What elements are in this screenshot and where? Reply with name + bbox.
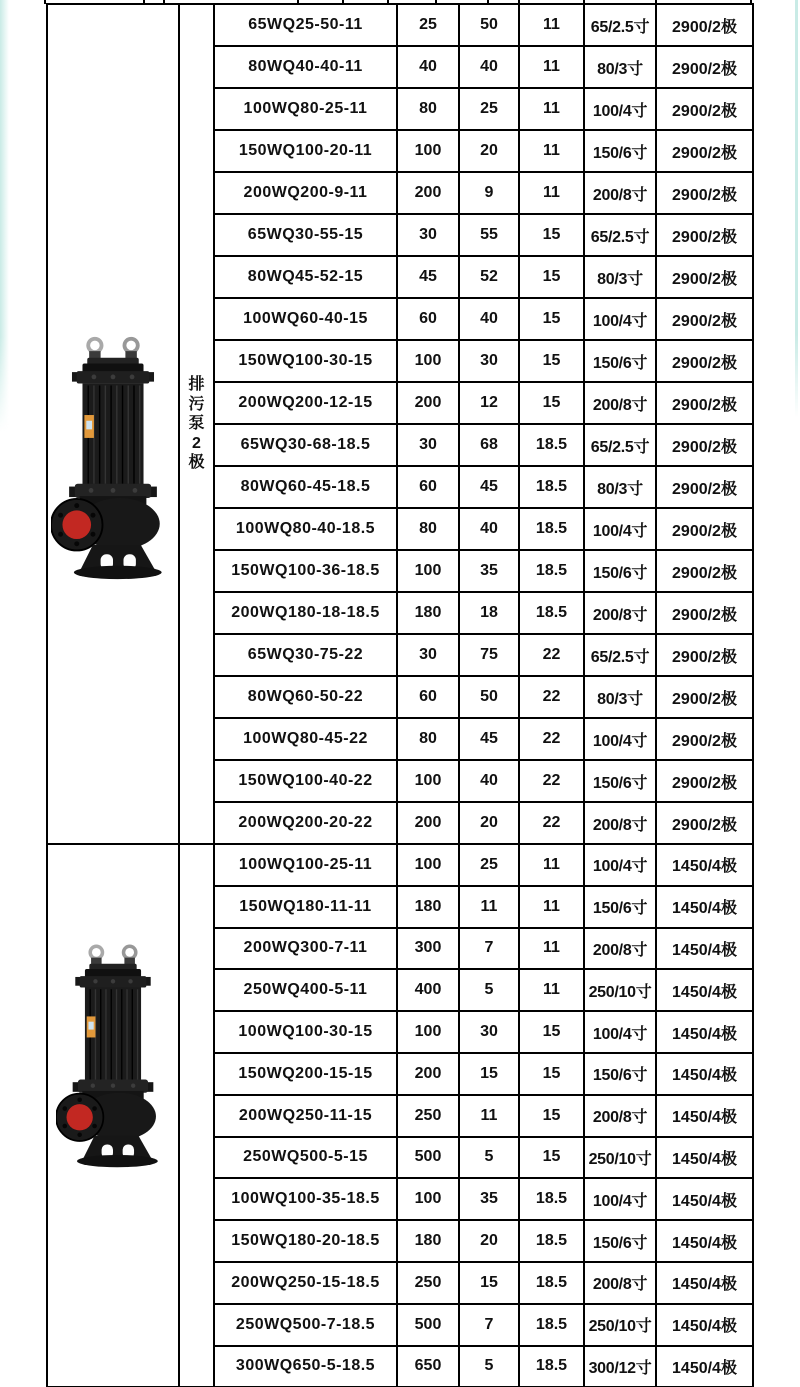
flow-cell: 200 xyxy=(397,802,459,844)
flow-cell: 100 xyxy=(397,844,459,886)
warning-label xyxy=(84,415,94,438)
model-cell: 80WQ45-52-15 xyxy=(214,256,397,298)
outlet-cell: 250/10寸 xyxy=(584,969,656,1011)
speed-cell: 2900/2极 xyxy=(656,634,753,676)
power-cell: 11 xyxy=(519,886,584,928)
speed-cell: 2900/2极 xyxy=(656,340,753,382)
head-cell: 50 xyxy=(459,4,519,46)
model-cell: 100WQ60-40-15 xyxy=(214,298,397,340)
table-row xyxy=(47,844,753,886)
flow-cell: 250 xyxy=(397,1095,459,1137)
speed-cell: 1450/4极 xyxy=(656,1178,753,1220)
flow-cell: 200 xyxy=(397,382,459,424)
head-cell: 15 xyxy=(459,1262,519,1304)
power-cell: 11 xyxy=(519,172,584,214)
flow-cell: 30 xyxy=(397,424,459,466)
pump-section-2 xyxy=(47,844,753,1387)
power-cell: 11 xyxy=(519,46,584,88)
pump-spec-table xyxy=(46,3,754,1387)
outlet-cell: 65/2.5寸 xyxy=(584,4,656,46)
outlet-cell: 300/12寸 xyxy=(584,1346,656,1387)
head-cell: 18 xyxy=(459,592,519,634)
flow-cell: 30 xyxy=(397,634,459,676)
flow-cell: 500 xyxy=(397,1304,459,1346)
flow-cell: 180 xyxy=(397,886,459,928)
model-cell: 150WQ100-30-15 xyxy=(214,340,397,382)
outlet-cell: 80/3寸 xyxy=(584,256,656,298)
speed-cell: 2900/2极 xyxy=(656,592,753,634)
flow-cell: 650 xyxy=(397,1346,459,1387)
power-cell: 15 xyxy=(519,298,584,340)
speed-cell: 2900/2极 xyxy=(656,802,753,844)
speed-cell: 1450/4极 xyxy=(656,1137,753,1179)
speed-cell: 2900/2极 xyxy=(656,46,753,88)
head-cell: 40 xyxy=(459,46,519,88)
power-cell: 11 xyxy=(519,844,584,886)
head-cell: 45 xyxy=(459,718,519,760)
model-cell: 100WQ100-25-11 xyxy=(214,844,397,886)
speed-cell: 2900/2极 xyxy=(656,256,753,298)
head-cell: 40 xyxy=(459,760,519,802)
power-cell: 22 xyxy=(519,802,584,844)
outlet-cell: 250/10寸 xyxy=(584,1137,656,1179)
speed-cell: 1450/4极 xyxy=(656,1053,753,1095)
outlet-cell: 100/4寸 xyxy=(584,88,656,130)
head-cell: 9 xyxy=(459,172,519,214)
power-cell: 22 xyxy=(519,676,584,718)
flow-cell: 80 xyxy=(397,508,459,550)
flow-cell: 30 xyxy=(397,214,459,256)
speed-cell: 1450/4极 xyxy=(656,928,753,970)
power-cell: 15 xyxy=(519,214,584,256)
head-cell: 50 xyxy=(459,676,519,718)
lifting-eye-icon xyxy=(90,946,136,965)
head-cell: 12 xyxy=(459,382,519,424)
head-cell: 30 xyxy=(459,340,519,382)
model-cell: 200WQ250-15-18.5 xyxy=(214,1262,397,1304)
speed-cell: 2900/2极 xyxy=(656,550,753,592)
head-cell: 55 xyxy=(459,214,519,256)
flow-cell: 100 xyxy=(397,1011,459,1053)
outlet-cell: 200/8寸 xyxy=(584,802,656,844)
power-cell: 18.5 xyxy=(519,1178,584,1220)
flow-cell: 100 xyxy=(397,760,459,802)
flow-cell: 60 xyxy=(397,298,459,340)
outlet-cell: 100/4寸 xyxy=(584,508,656,550)
model-cell: 200WQ180-18-18.5 xyxy=(214,592,397,634)
model-cell: 200WQ200-12-15 xyxy=(214,382,397,424)
speed-cell: 1450/4极 xyxy=(656,1220,753,1262)
head-cell: 25 xyxy=(459,844,519,886)
flow-cell: 100 xyxy=(397,340,459,382)
flow-cell: 80 xyxy=(397,718,459,760)
power-cell: 18.5 xyxy=(519,1346,584,1387)
power-cell: 22 xyxy=(519,718,584,760)
head-cell: 40 xyxy=(459,298,519,340)
power-cell: 11 xyxy=(519,969,584,1011)
speed-cell: 1450/4极 xyxy=(656,844,753,886)
speed-cell: 2900/2极 xyxy=(656,718,753,760)
table-row xyxy=(47,4,753,46)
outlet-flange xyxy=(62,510,91,539)
power-cell: 15 xyxy=(519,1053,584,1095)
head-cell: 75 xyxy=(459,634,519,676)
outlet-cell: 200/8寸 xyxy=(584,1262,656,1304)
head-cell: 35 xyxy=(459,1178,519,1220)
speed-cell: 2900/2极 xyxy=(656,508,753,550)
submersible-pump-image xyxy=(51,333,175,581)
speed-cell: 2900/2极 xyxy=(656,676,753,718)
outlet-cell: 200/8寸 xyxy=(584,592,656,634)
outlet-cell: 65/2.5寸 xyxy=(584,214,656,256)
model-cell: 100WQ100-30-15 xyxy=(214,1011,397,1053)
head-cell: 11 xyxy=(459,1095,519,1137)
power-cell: 18.5 xyxy=(519,1304,584,1346)
outlet-cell: 150/6寸 xyxy=(584,886,656,928)
speed-cell: 1450/4极 xyxy=(656,886,753,928)
head-cell: 30 xyxy=(459,1011,519,1053)
outlet-cell: 80/3寸 xyxy=(584,46,656,88)
flow-cell: 60 xyxy=(397,676,459,718)
power-cell: 11 xyxy=(519,88,584,130)
head-cell: 11 xyxy=(459,886,519,928)
flow-cell: 400 xyxy=(397,969,459,1011)
outlet-cell: 80/3寸 xyxy=(584,466,656,508)
outlet-cell: 80/3寸 xyxy=(584,676,656,718)
speed-cell: 1450/4极 xyxy=(656,1011,753,1053)
model-cell: 150WQ180-11-11 xyxy=(214,886,397,928)
model-cell: 65WQ30-55-15 xyxy=(214,214,397,256)
outlet-cell: 65/2.5寸 xyxy=(584,424,656,466)
head-cell: 5 xyxy=(459,1346,519,1387)
power-cell: 15 xyxy=(519,1011,584,1053)
model-cell: 100WQ100-35-18.5 xyxy=(214,1178,397,1220)
model-cell: 80WQ60-50-22 xyxy=(214,676,397,718)
flow-cell: 25 xyxy=(397,4,459,46)
head-cell: 7 xyxy=(459,928,519,970)
model-cell: 300WQ650-5-18.5 xyxy=(214,1346,397,1387)
power-cell: 15 xyxy=(519,382,584,424)
power-cell: 11 xyxy=(519,928,584,970)
power-cell: 11 xyxy=(519,130,584,172)
model-cell: 80WQ60-45-18.5 xyxy=(214,466,397,508)
speed-cell: 1450/4极 xyxy=(656,1304,753,1346)
power-cell: 18.5 xyxy=(519,466,584,508)
model-cell: 80WQ40-40-11 xyxy=(214,46,397,88)
outlet-cell: 100/4寸 xyxy=(584,1011,656,1053)
pump-photo xyxy=(56,941,170,1169)
speed-cell: 2900/2极 xyxy=(656,88,753,130)
outlet-cell: 150/6寸 xyxy=(584,130,656,172)
speed-cell: 2900/2极 xyxy=(656,298,753,340)
model-cell: 65WQ30-68-18.5 xyxy=(214,424,397,466)
flow-cell: 45 xyxy=(397,256,459,298)
speed-cell: 2900/2极 xyxy=(656,424,753,466)
pump-photo xyxy=(51,333,175,581)
flow-cell: 100 xyxy=(397,130,459,172)
speed-cell: 1450/4极 xyxy=(656,1262,753,1304)
head-cell: 35 xyxy=(459,550,519,592)
outlet-cell: 65/2.5寸 xyxy=(584,634,656,676)
model-cell: 150WQ100-36-18.5 xyxy=(214,550,397,592)
warning-label xyxy=(87,1016,96,1037)
head-cell: 25 xyxy=(459,88,519,130)
power-cell: 11 xyxy=(519,4,584,46)
model-cell: 100WQ80-45-22 xyxy=(214,718,397,760)
head-cell: 45 xyxy=(459,466,519,508)
power-cell: 15 xyxy=(519,1095,584,1137)
flow-cell: 180 xyxy=(397,592,459,634)
head-cell: 52 xyxy=(459,256,519,298)
outlet-cell: 200/8寸 xyxy=(584,382,656,424)
flow-cell: 180 xyxy=(397,1220,459,1262)
flow-cell: 300 xyxy=(397,928,459,970)
outlet-cell: 200/8寸 xyxy=(584,928,656,970)
flow-cell: 40 xyxy=(397,46,459,88)
power-cell: 18.5 xyxy=(519,592,584,634)
power-cell: 18.5 xyxy=(519,550,584,592)
model-cell: 150WQ100-20-11 xyxy=(214,130,397,172)
power-cell: 15 xyxy=(519,340,584,382)
speed-cell: 1450/4极 xyxy=(656,969,753,1011)
model-cell: 150WQ100-40-22 xyxy=(214,760,397,802)
outlet-cell: 150/6寸 xyxy=(584,760,656,802)
flow-cell: 200 xyxy=(397,172,459,214)
outlet-cell: 100/4寸 xyxy=(584,718,656,760)
power-cell: 22 xyxy=(519,634,584,676)
pump-section-1 xyxy=(47,4,753,844)
flow-cell: 200 xyxy=(397,1053,459,1095)
model-cell: 150WQ200-15-15 xyxy=(214,1053,397,1095)
speed-cell: 1450/4极 xyxy=(656,1095,753,1137)
model-cell: 100WQ80-40-18.5 xyxy=(214,508,397,550)
head-cell: 20 xyxy=(459,802,519,844)
power-cell: 15 xyxy=(519,256,584,298)
flow-cell: 500 xyxy=(397,1137,459,1179)
outlet-cell: 200/8寸 xyxy=(584,172,656,214)
head-cell: 7 xyxy=(459,1304,519,1346)
outlet-cell: 150/6寸 xyxy=(584,1053,656,1095)
head-cell: 68 xyxy=(459,424,519,466)
power-cell: 22 xyxy=(519,760,584,802)
model-cell: 250WQ400-5-11 xyxy=(214,969,397,1011)
speed-cell: 2900/2极 xyxy=(656,130,753,172)
power-cell: 18.5 xyxy=(519,1262,584,1304)
head-cell: 5 xyxy=(459,969,519,1011)
outlet-cell: 100/4寸 xyxy=(584,844,656,886)
outlet-cell: 250/10寸 xyxy=(584,1304,656,1346)
outlet-cell: 100/4寸 xyxy=(584,298,656,340)
model-cell: 200WQ200-9-11 xyxy=(214,172,397,214)
power-cell: 18.5 xyxy=(519,1220,584,1262)
model-cell: 65WQ30-75-22 xyxy=(214,634,397,676)
model-cell: 200WQ300-7-11 xyxy=(214,928,397,970)
flow-cell: 80 xyxy=(397,88,459,130)
flow-cell: 100 xyxy=(397,1178,459,1220)
head-cell: 40 xyxy=(459,508,519,550)
speed-cell: 2900/2极 xyxy=(656,214,753,256)
flow-cell: 100 xyxy=(397,550,459,592)
model-cell: 200WQ250-11-15 xyxy=(214,1095,397,1137)
outlet-cell: 150/6寸 xyxy=(584,550,656,592)
outlet-cell: 150/6寸 xyxy=(584,340,656,382)
pump-photo-cell xyxy=(47,844,179,1387)
flow-cell: 60 xyxy=(397,466,459,508)
left-accent-strip xyxy=(0,0,9,432)
section-label: 排 污 泵 2 极 xyxy=(179,4,214,844)
section-label xyxy=(179,844,214,1387)
model-cell: 250WQ500-5-15 xyxy=(214,1137,397,1179)
model-cell: 200WQ200-20-22 xyxy=(214,802,397,844)
power-cell: 18.5 xyxy=(519,508,584,550)
speed-cell: 2900/2极 xyxy=(656,4,753,46)
model-cell: 100WQ80-25-11 xyxy=(214,88,397,130)
model-cell: 150WQ180-20-18.5 xyxy=(214,1220,397,1262)
outlet-flange xyxy=(67,1104,93,1130)
speed-cell: 2900/2极 xyxy=(656,760,753,802)
flow-cell: 250 xyxy=(397,1262,459,1304)
pump-photo-cell xyxy=(47,4,179,844)
speed-cell: 2900/2极 xyxy=(656,382,753,424)
speed-cell: 2900/2极 xyxy=(656,172,753,214)
speed-cell: 2900/2极 xyxy=(656,466,753,508)
speed-cell: 1450/4极 xyxy=(656,1346,753,1387)
head-cell: 20 xyxy=(459,130,519,172)
model-cell: 250WQ500-7-18.5 xyxy=(214,1304,397,1346)
submersible-pump-image xyxy=(56,941,170,1169)
outlet-cell: 200/8寸 xyxy=(584,1095,656,1137)
head-cell: 20 xyxy=(459,1220,519,1262)
model-cell: 65WQ25-50-11 xyxy=(214,4,397,46)
head-cell: 15 xyxy=(459,1053,519,1095)
power-cell: 18.5 xyxy=(519,424,584,466)
lifting-eye-icon xyxy=(88,339,138,360)
head-cell: 5 xyxy=(459,1137,519,1179)
outlet-cell: 150/6寸 xyxy=(584,1220,656,1262)
right-accent-strip xyxy=(795,0,798,418)
power-cell: 15 xyxy=(519,1137,584,1179)
outlet-cell: 100/4寸 xyxy=(584,1178,656,1220)
